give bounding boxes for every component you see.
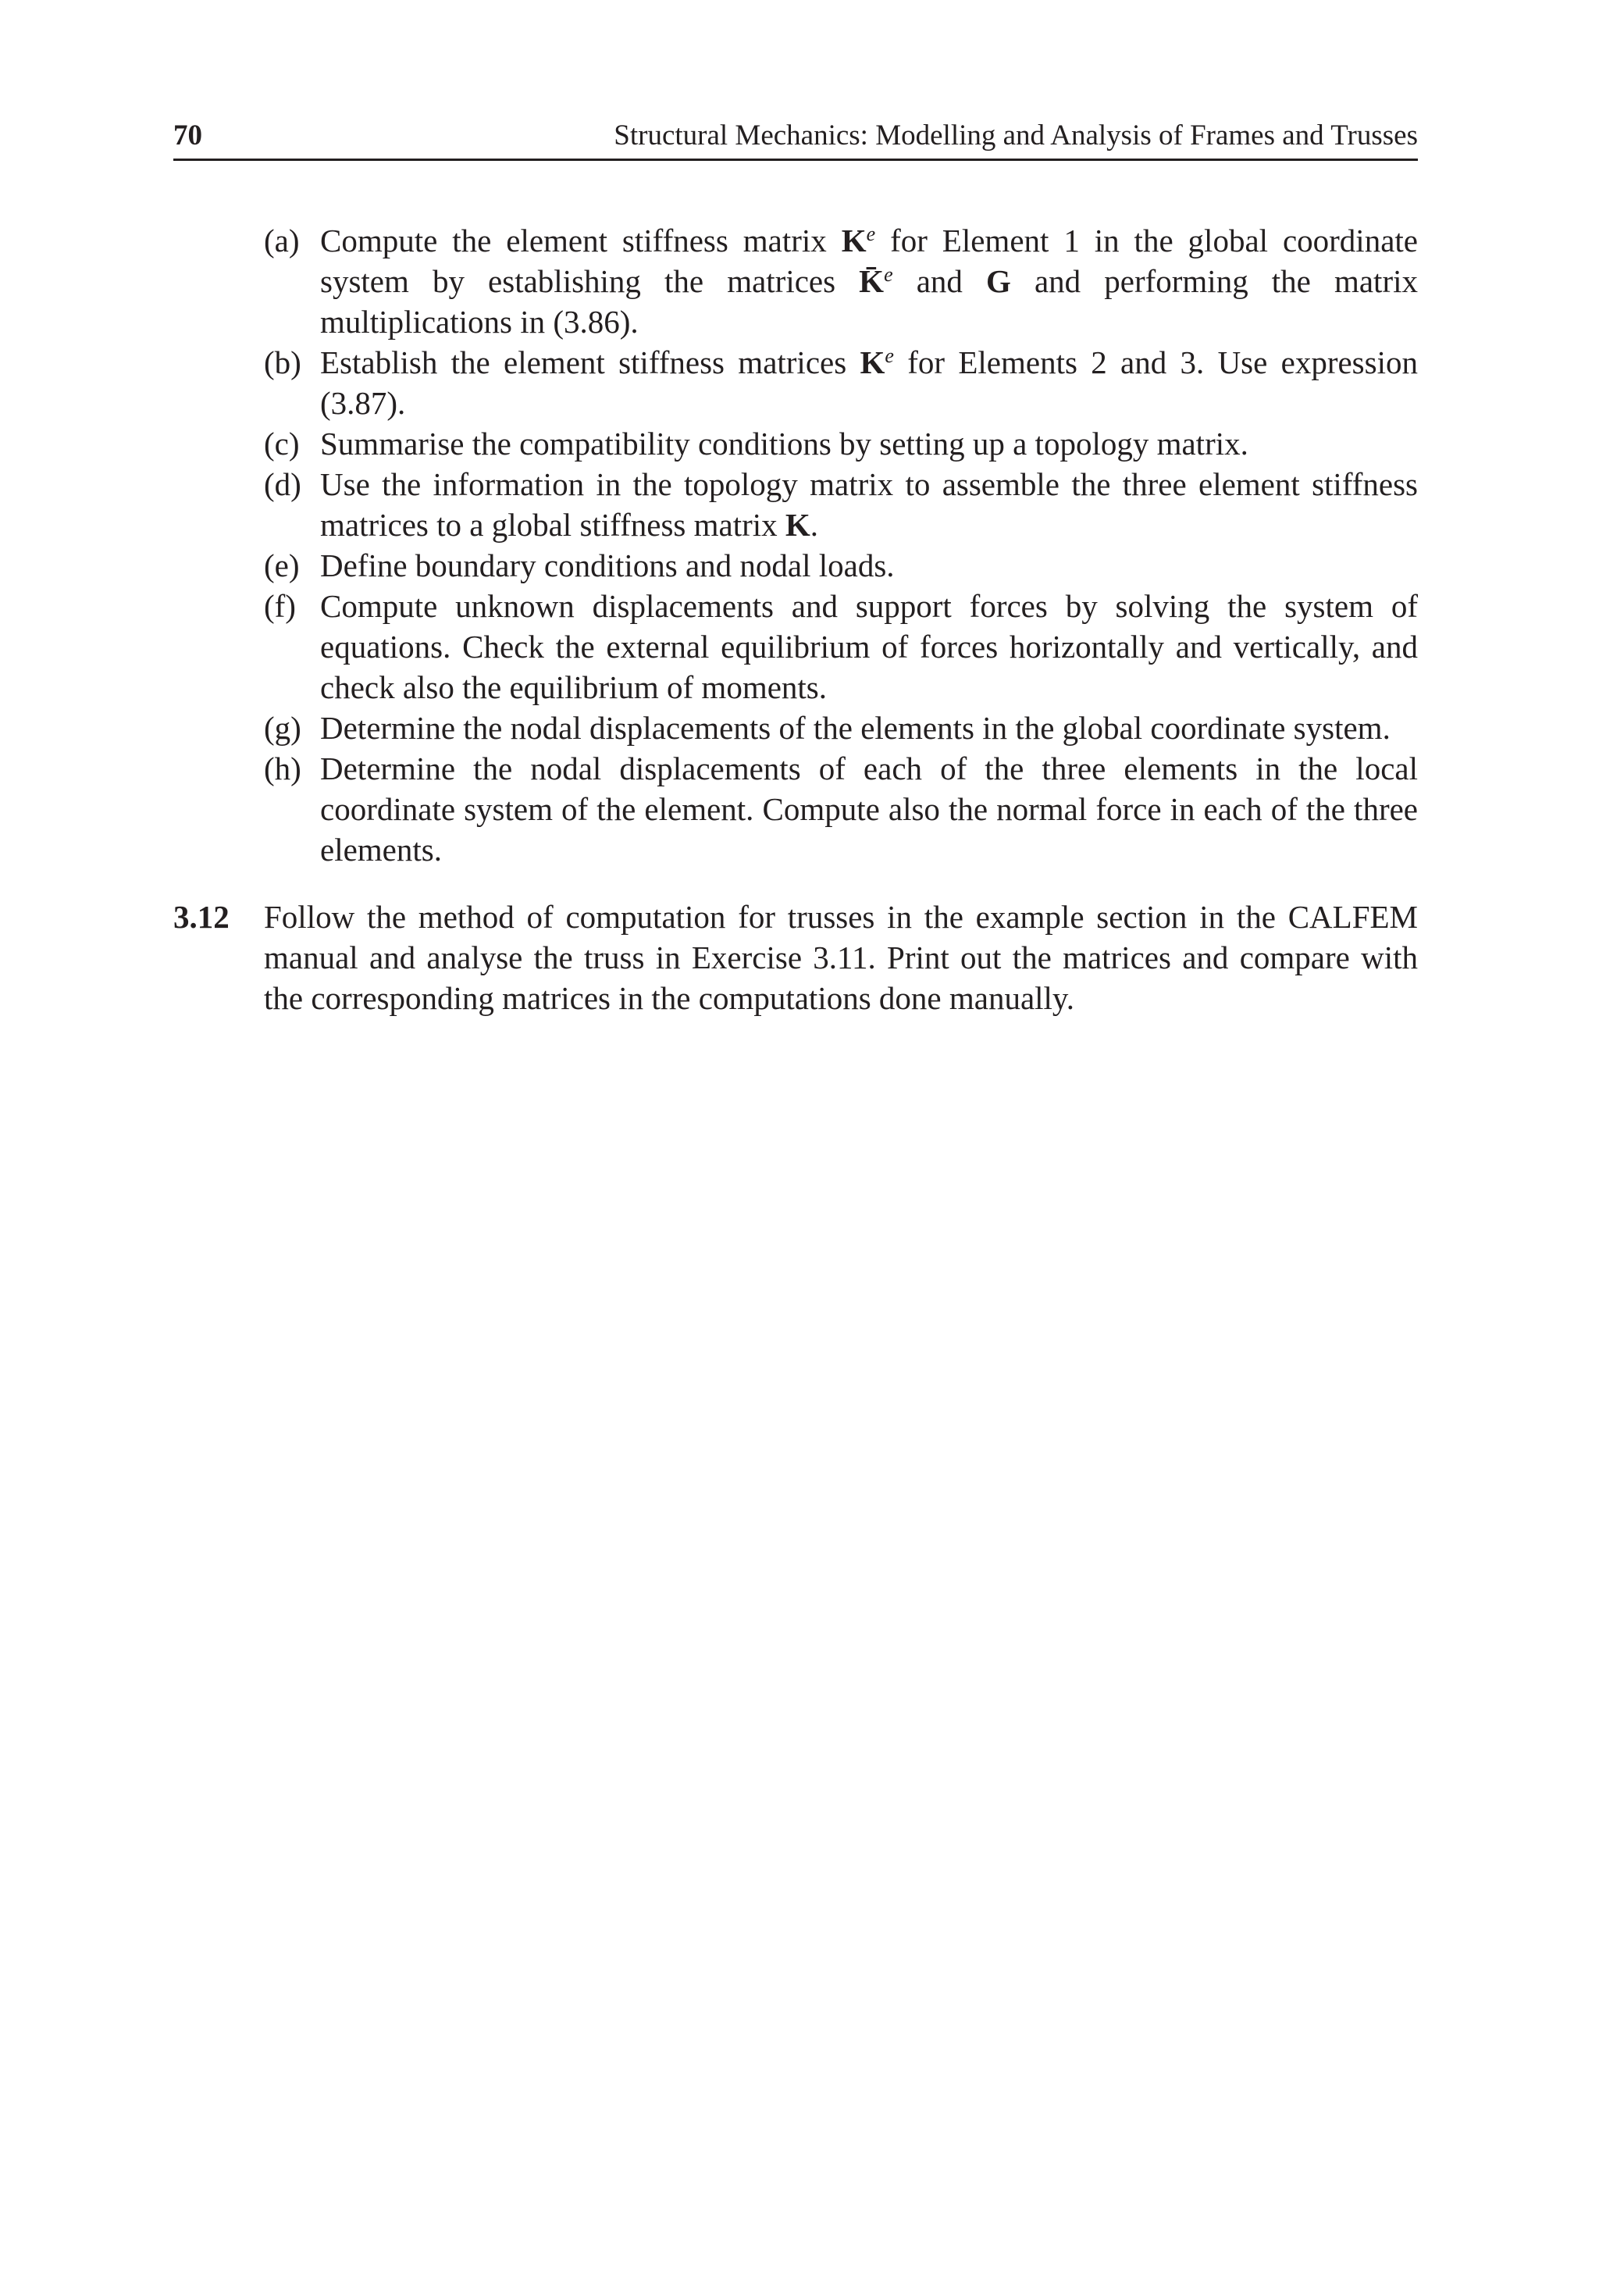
running-header: [173, 116, 1418, 161]
subitem-e: [264, 545, 1418, 586]
subitem-text: Define boundary conditions and nodal loads.: [320, 547, 895, 583]
exercise-3-11-subitems: [264, 220, 1418, 870]
matrix-symbol: K: [841, 223, 867, 258]
running-title: Structural Mechanics: Modelling and Analysis of Frames and Trusses: [614, 119, 1418, 152]
subitem-text: Summarise the compatibility conditions by setting up a topology matrix.: [320, 426, 1248, 462]
subitem-f: [264, 586, 1418, 708]
subitem-h: [264, 748, 1418, 870]
subitem-b: [264, 342, 1418, 423]
superscript: e: [866, 223, 876, 245]
subitem-label: (f): [264, 588, 296, 624]
exercise-3-12: [173, 897, 1418, 1018]
subitem-text: [320, 223, 1418, 340]
superscript: e: [885, 344, 894, 367]
exercise-number: 3.12: [173, 899, 230, 935]
subitem-label: (c): [264, 426, 300, 462]
text-run: Establish the element stiffness matrices: [320, 344, 860, 380]
subitem-text: [320, 466, 1418, 543]
page-number: 70: [173, 119, 202, 152]
subitem-text: Determine the nodal displacements of each of the three elements in the local coordinate system of the element. Compute also the normal force in each of the three elements.: [320, 750, 1418, 868]
matrix-symbol: K: [785, 507, 810, 543]
subitem-c: [264, 423, 1418, 464]
subitem-text: Determine the nodal displacements of the elements in the global coordinate system.: [320, 710, 1391, 746]
superscript: e: [884, 263, 893, 286]
text-run: Use the information in the topology matrix to assemble the three element stiffness matrices to a global stiffness matrix: [320, 466, 1418, 543]
text-run: and: [892, 263, 986, 299]
text-run: Compute the element stiffness matrix: [320, 223, 842, 258]
subitem-label: (g): [264, 710, 301, 746]
subitem-d: [264, 464, 1418, 545]
subitem-text: Compute unknown displacements and support forces by solving the system of equations. Check the external equilibrium of forces horizontally and vertically, and check also the equilibrium of moments.: [320, 588, 1418, 705]
matrix-symbol: K̄: [859, 263, 885, 299]
subitem-text: [320, 344, 1418, 421]
text-run: for Elements 2 and 3. Use expression (3.87).: [320, 344, 1418, 421]
text-run: for Element 1 in the global coordinate system by establishing the matrices: [320, 223, 1418, 299]
subitem-label: (b): [264, 344, 301, 380]
text-run: and performing the matrix multiplications in (3.86).: [320, 263, 1418, 340]
text-run: .: [810, 507, 819, 543]
subitem-label: (h): [264, 750, 301, 786]
matrix-symbol: K: [860, 344, 885, 380]
matrix-symbol: G: [985, 263, 1011, 299]
subitem-label: (a): [264, 223, 300, 258]
subitem-label: (d): [264, 466, 301, 502]
subitem-a: [264, 220, 1418, 342]
exercise-text: Follow the method of computation for trusses in the example section in the CALFEM manual and analyse the truss in Exercise 3.11. Print out the matrices and compare with the corresponding matrices in the computations done manually.: [264, 899, 1418, 1016]
subitem-label: (e): [264, 547, 300, 583]
subitem-g: [264, 708, 1418, 748]
